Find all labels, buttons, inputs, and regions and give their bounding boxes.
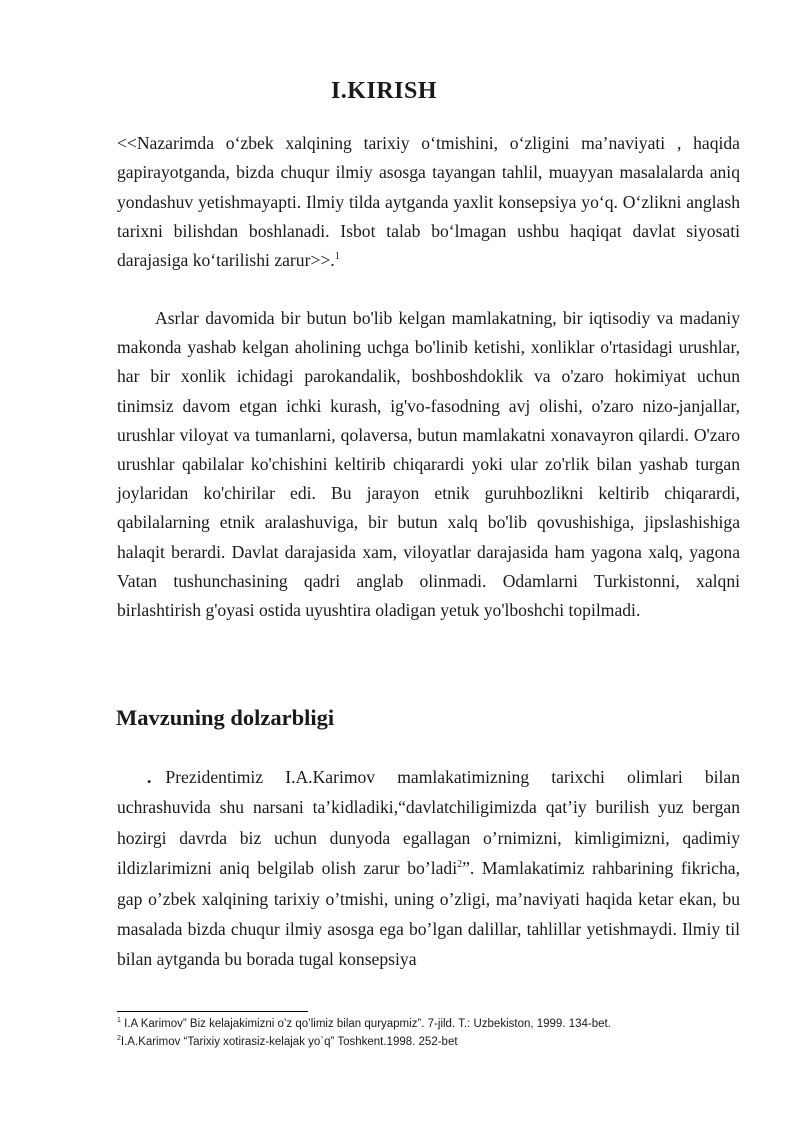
footnote-text-1: I.A Karimov” Biz kelajakimizni o’z qo’limiz bilan quryapmiz”. 7-jild. T.: Uzbekiston, 1999. 134-bet. <box>120 1018 611 1030</box>
bullet-dot: . <box>147 767 152 787</box>
paragraph-text-after-ref: ”. Mamlakatimiz rahbarining fikricha, gap o’zbek xalqining tarixiy o’tmishi, uning o’zligi, ma’naviyati haqida ketar ekan, bu masalada bizda chuqur ilmiy asosga ega bo’lgan dalillar, tahlillar yetishmaydi. Ilmiy til bilan aytganda bu borada tugal konsepsiya <box>117 858 740 970</box>
footnote-mark-2: 2 <box>117 1035 121 1043</box>
footnote-2 <box>117 1036 458 1048</box>
page-title: I.KIRISH <box>330 78 438 104</box>
footnote-ref-2[interactable]: 2 <box>457 859 463 871</box>
footnote-text-2: I.A.Karimov “Tarixiy xotirasiz-kelajak yo`q” Toshkent.1998. 252-bet <box>120 1036 458 1048</box>
footnote-ref-1[interactable]: 1 <box>334 251 340 263</box>
body-paragraph-dolzarbligi <box>117 762 740 975</box>
section-heading: Mavzuning dolzarbligi <box>116 705 335 730</box>
footnote-mark-1: 1 <box>117 1017 121 1025</box>
quote-paragraph <box>117 129 740 275</box>
paragraph-text-before-ref: Prezidentimiz I.A.Karimov mamlakatimizning tarixchi olimlari bilan uchrashuvida shu narsani ta’kidladiki,“davlatchiligimizda qat’iy burilish yuz bergan hozirgi davrda biz uchun dunyoda egallagan o’rnimizni, kimligimizni, qadimiy ildizlarimizni aniq belgilab olish zarur bo’ladi <box>117 767 740 879</box>
body-paragraph: Asrlar davomida bir butun bo'lib kelgan mamlakatning, bir iqtisodiy va madaniy makonda yashab kelgan aholining uchga bo'linib ketishi, xonliklar o'rtasidagi urushlar, har bir xonlik ichidagi parokandalik, boshboshdoklik va o'zaro hokimiyat uchun tinimsiz davom etgan ichki kurash, ig'vo-fasodning avj olishi, o'zaro nizo-janjallar, urushlar viloyat va tumanlarni, qolaversa, butun mamlakatni xonavayron qilardi. O'zaro urushlar qabilalar ko'chishini keltirib chiqarardi yoki ular zo'rlik bilan yashab turgan joylaridan ko'chirilar edi. Bu jarayon etnik guruhbozlikni keltirib chiqarardi, qabilalarning etnik aralashuviga, bir butun xalq bo'lib qovushishiga, jipslashishiga halaqit berardi. Davlat darajasida xam, viloyatlar darajasida ham yagona xalq, yagona Vatan tushunchasining qadri anglab olinmadi. Odamlarni Turkistonni, xalqni birlashtirish g'oyasi ostida uyushtira oladigan yetuk yo'lboshchi topilmadi. <box>117 308 740 621</box>
footnote-separator <box>117 1011 308 1012</box>
quote-text: <<Nazarimda o‘zbek xalqining tarixiy o‘tmishini, o‘zligini ma’naviyati , haqida gapirayotganda, bizda chuqur ilmiy asosga tayangan tahlil, muayyan masalalarda aniq yondashuv yetishmayapti. Ilmiy tilda aytganda yaxlit konsepsiya yo‘q. O‘zlikni anglash tarixni bilishdan boshlanadi. Isbot talab bo‘lmagan ushbu haqiqat davlat siyosati darajasiga ko‘tarilishi zarur>>. <box>117 133 740 271</box>
footnote-1 <box>117 1018 611 1030</box>
